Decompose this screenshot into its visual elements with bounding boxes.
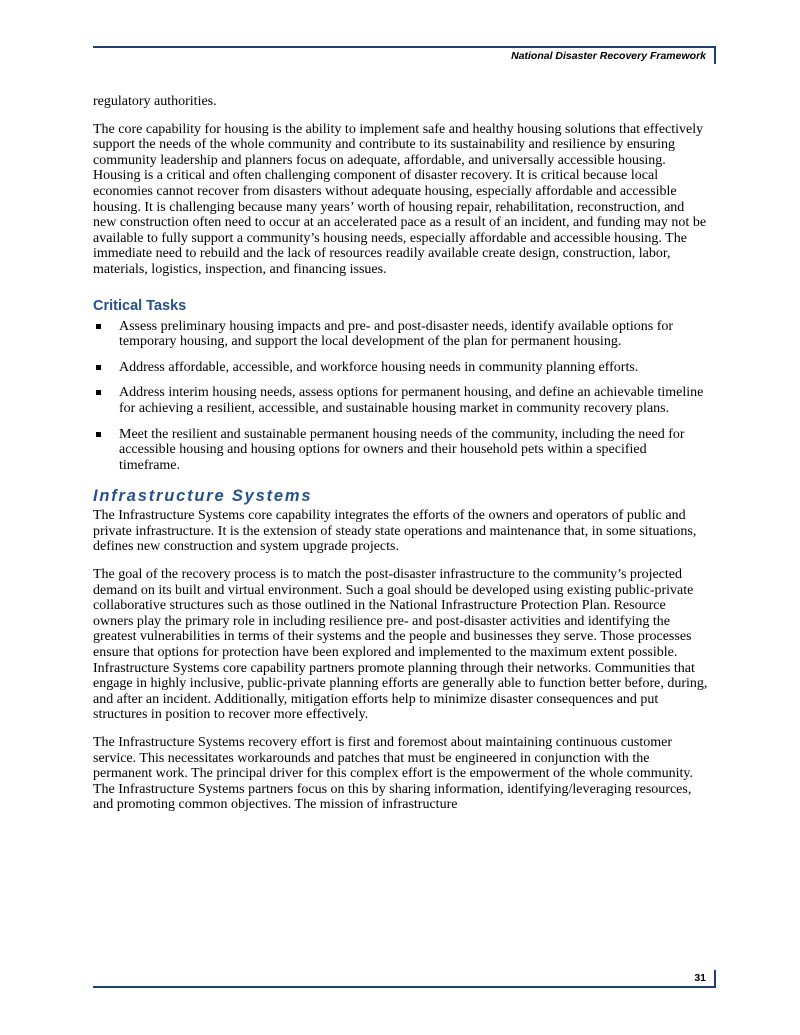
list-item-text: Address affordable, accessible, and workforce housing needs in community planning efforts.: [119, 359, 639, 375]
list-item: [93, 385, 709, 416]
list-item-text: Meet the resilient and sustainable permanent housing needs of the community, including the need for accessible housing and housing options for owners and their household pets within a specified timeframe.: [119, 426, 685, 473]
list-item-text: Assess preliminary housing impacts and pre- and post-disaster needs, identify available options for temporary housing, and support the local development of the plan for permanent housing.: [119, 318, 674, 350]
square-bullet-icon: [96, 390, 101, 395]
header-rule: [93, 46, 716, 48]
square-bullet-icon: [96, 324, 101, 329]
square-bullet-icon: [96, 432, 101, 437]
paragraph: The core capability for housing is the ability to implement safe and healthy housing solutions that effectively support the needs of the whole community and contribute to its sustainability and resilience by ensuring community leadership and planners focus on adequate, affordable, and universally accessible housing. Housing is a critical and often challenging component of disaster recovery. It is critical because local economies cannot recover from disasters without adequate housing, especially affordable and accessible housing. It is challenging because many years’ worth of housing repair, rehabilitation, reconstruction, and new construction often need to occur at an accelerated pace as a result of an incident, and funding may not be available to fully support a community’s housing needs, especially affordable and accessible housing. The immediate need to rebuild and the lack of resources readily available create design, construction, labor, materials, logistics, inspection, and financing issues.: [93, 121, 707, 277]
critical-tasks-list: [93, 319, 709, 474]
paragraph: The Infrastructure Systems core capability integrates the efforts of the owners and operators of public and private infrastructure. It is the extension of steady state operations and maintenance that, in some situations, defines new construction and system upgrade projects.: [93, 508, 697, 555]
section-heading-critical-tasks: Critical Tasks: [93, 297, 187, 314]
list-item-text: Address interim housing needs, assess options for permanent housing, and define an achievable timeline for achieving a resilient, accessible, and sustainable housing market in community recovery plans.: [119, 385, 704, 416]
running-header-title: National Disaster Recovery Framework: [511, 50, 706, 62]
header-rule-tick: [714, 46, 716, 64]
list-item: [93, 427, 709, 474]
footer-rule: [93, 986, 716, 988]
list-item: [93, 319, 709, 350]
paragraph: The goal of the recovery process is to match the post-disaster infrastructure to the community’s projected demand on its built and virtual environment. Such a goal should be developed using existing public-private collaborative structures such as those outlined in the National Infrastructure Protection Plan. Resource owners play the primary role in including resilience pre- and post-disaster activities and identifying the greatest vulnerabilities in terms of their systems and the people and businesses they serve. Those processes ensure that options for protection have been explored and implemented to the maximum extent possible. Infrastructure Systems core capability partners promote planning through their networks. Communities that engage in highly inclusive, public-private planning efforts are generally able to function better before, during, and after an incident. Additionally, mitigation efforts help to minimize disaster consequences and put structures in position to recover more effectively.: [93, 567, 708, 723]
page-body: [93, 94, 709, 825]
square-bullet-icon: [96, 365, 101, 370]
section-heading-infrastructure-systems: Infrastructure Systems: [93, 487, 313, 506]
page-number: 31: [694, 972, 706, 984]
paragraph: The Infrastructure Systems recovery effort is first and foremost about maintaining continuous customer service. This necessitates workarounds and patches that must be engineered in conjunction with the permanent work. The principal driver for this complex effort is the empowerment of the whole community. The Infrastructure Systems partners focus on this by sharing information, identifying/leveraging resources, and promoting common objectives. The mission of infrastructure: [93, 735, 694, 813]
list-item: [93, 360, 709, 376]
paragraph: regulatory authorities.: [93, 94, 217, 109]
